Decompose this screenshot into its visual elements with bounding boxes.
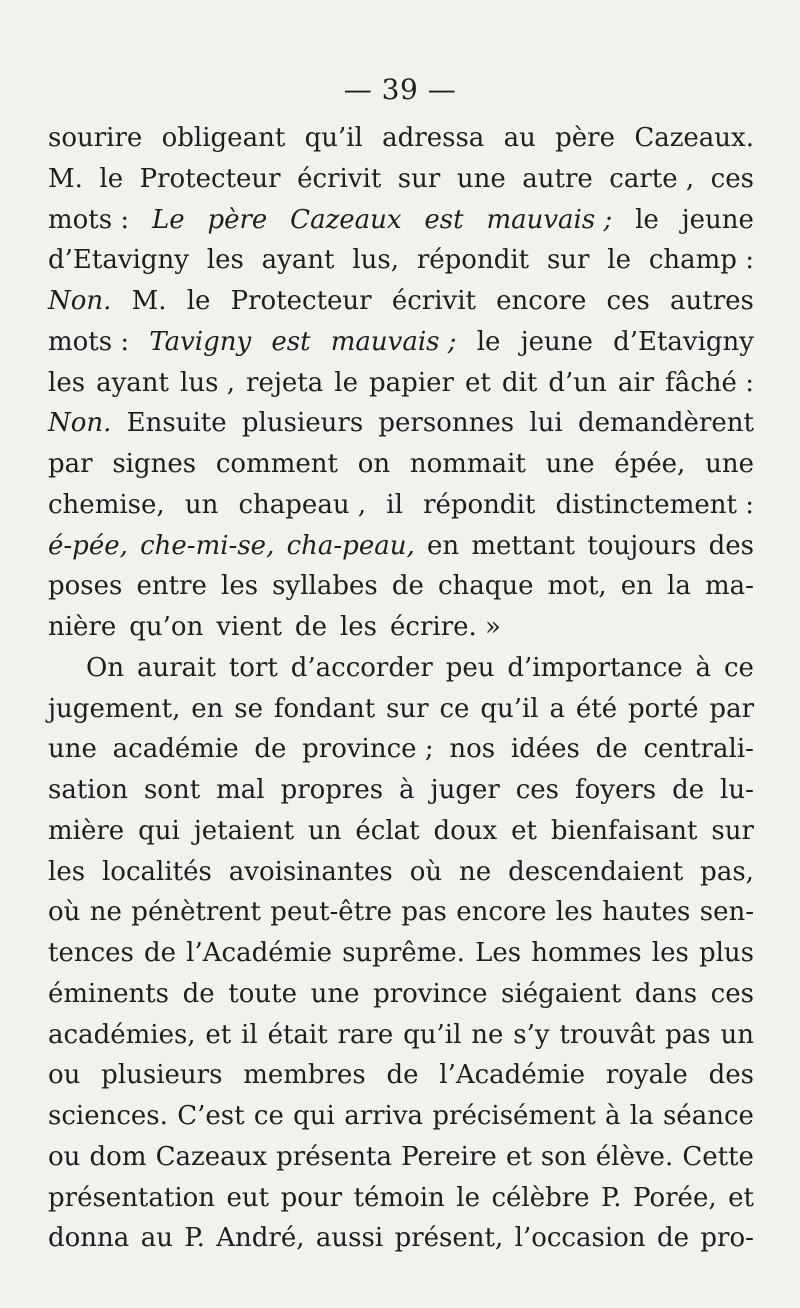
word: écrivit	[391, 286, 476, 316]
word: lus ,	[180, 367, 235, 398]
word: père	[207, 204, 268, 235]
text-line	[48, 363, 754, 404]
word: d’Etavigny	[613, 326, 754, 357]
word: plusieurs	[241, 408, 364, 439]
word: P.	[184, 1223, 205, 1254]
word: avoisinantes	[228, 856, 393, 887]
word: en	[191, 693, 224, 724]
word: bienfaisant	[550, 815, 698, 846]
word: é-pée,	[48, 530, 128, 561]
word: toute	[228, 978, 297, 1009]
word: le	[334, 367, 358, 398]
word: ce	[253, 1101, 284, 1131]
word: où	[48, 897, 81, 928]
word: le	[186, 286, 211, 316]
word: ces	[710, 163, 754, 194]
word: les	[555, 897, 593, 928]
word: suprême.	[342, 938, 465, 968]
word: province	[373, 978, 488, 1009]
word: pas	[401, 897, 447, 928]
word: ce	[723, 652, 754, 683]
text-line	[48, 1178, 754, 1219]
word: a	[549, 693, 565, 724]
word: plusieurs	[101, 1060, 223, 1091]
word: arriva	[344, 1101, 424, 1131]
word: propres	[280, 775, 384, 805]
word: foyers	[574, 775, 657, 805]
word: la	[667, 571, 691, 602]
word: trouvât	[559, 1019, 656, 1050]
word: qu’il	[480, 693, 539, 724]
word: M.	[131, 286, 167, 316]
word: d’accorder	[290, 652, 433, 683]
word: peu	[445, 652, 495, 683]
text-line	[48, 892, 754, 933]
word: royale	[605, 1060, 688, 1091]
word: Protecteur	[230, 286, 372, 316]
word: qui	[293, 1101, 335, 1131]
text-line	[48, 118, 754, 159]
word: les	[48, 856, 86, 887]
word: le	[99, 163, 124, 194]
word: jugement,	[48, 693, 181, 724]
word: de	[254, 734, 287, 765]
word: épée,	[614, 449, 686, 479]
word: par	[48, 449, 93, 479]
word: en	[426, 530, 460, 561]
word: de	[595, 734, 628, 765]
word: de	[144, 938, 177, 968]
word: sur	[397, 163, 441, 194]
word: de	[672, 775, 705, 805]
word: de	[386, 1060, 419, 1091]
word: une	[545, 449, 595, 479]
word: Tavigny	[149, 326, 252, 357]
word: et	[465, 367, 491, 398]
word: dom	[89, 1141, 147, 1172]
text-line	[48, 607, 754, 648]
word: été	[575, 693, 618, 724]
word: pro-	[700, 1223, 754, 1254]
word: le	[476, 326, 501, 357]
word: rare	[337, 1019, 394, 1050]
word: cha-peau,	[286, 530, 415, 561]
word: élève.	[595, 1141, 674, 1172]
word: Cazeaux.	[634, 123, 754, 153]
text-line	[48, 974, 754, 1015]
word: dans	[634, 978, 698, 1009]
word: ayant	[261, 245, 335, 276]
text-line	[48, 159, 754, 200]
word: membres	[243, 1060, 366, 1091]
text-line	[48, 811, 754, 852]
text-line	[48, 485, 754, 526]
word: ne	[89, 897, 122, 928]
word: Cette	[682, 1141, 754, 1172]
word: ne	[459, 856, 492, 887]
word: les	[339, 612, 377, 642]
word: qu’on	[129, 612, 204, 642]
word: Pereire	[401, 1141, 497, 1172]
word: adressa	[382, 123, 485, 153]
text-line	[48, 1137, 754, 1178]
word: au	[140, 1223, 173, 1254]
word: célèbre	[491, 1182, 590, 1213]
text-line	[48, 566, 754, 607]
word: se	[234, 693, 263, 724]
body-text	[48, 118, 754, 1259]
word: un	[184, 489, 219, 520]
word: ma-	[704, 571, 754, 602]
word: chapeau ,	[238, 489, 367, 520]
word: s’y	[513, 1019, 550, 1050]
word: le	[635, 204, 659, 235]
word: le	[607, 245, 631, 276]
word: des	[708, 1060, 754, 1091]
word: donna	[48, 1223, 130, 1254]
word: et	[505, 1141, 532, 1172]
word: distinctement :	[555, 489, 754, 520]
word: nos	[449, 734, 496, 765]
word: d’un	[548, 367, 607, 398]
word: sont	[143, 775, 201, 805]
word: jeune	[520, 326, 593, 357]
word: la	[629, 1101, 654, 1131]
word: poses	[48, 571, 123, 602]
page-number: — 39 —	[343, 73, 457, 106]
word: Protecteur	[139, 163, 281, 194]
word: sur	[711, 815, 754, 846]
word: académie	[112, 734, 239, 765]
word: Cazeaux	[290, 204, 402, 235]
word: encore	[456, 897, 547, 928]
word: lui	[529, 408, 563, 439]
word: aurait	[136, 652, 216, 683]
word: qu’il	[304, 123, 363, 153]
word: autres	[670, 286, 754, 316]
word: était	[267, 1019, 328, 1050]
word: écrivit	[297, 163, 382, 194]
text-line	[48, 444, 754, 485]
word: académies,	[48, 1019, 196, 1050]
word: l’Académie	[439, 1060, 586, 1091]
word: répondit	[416, 245, 530, 276]
word: éclat	[355, 815, 420, 846]
word: sciences.	[48, 1101, 168, 1131]
word: sourire	[48, 123, 143, 153]
word: papier	[369, 367, 454, 398]
word: séance	[662, 1101, 754, 1131]
word: présentation	[48, 1182, 216, 1213]
word: qu’il	[403, 1019, 462, 1050]
word: l’occasion	[514, 1223, 646, 1254]
word: fondant	[273, 693, 376, 724]
word: une	[310, 978, 360, 1009]
word: sur	[386, 693, 429, 724]
word: pénètrent	[131, 897, 261, 928]
text-line	[48, 240, 754, 281]
word: de	[182, 978, 215, 1009]
text-line	[48, 689, 754, 730]
text-line	[48, 1096, 754, 1137]
word: juger	[430, 775, 500, 805]
word: est	[271, 326, 311, 357]
word: porté	[627, 693, 699, 724]
word: centrali-	[643, 734, 754, 765]
word: Ensuite	[126, 408, 227, 439]
text-line	[48, 200, 754, 241]
word: André,	[216, 1223, 305, 1254]
word: signes	[112, 449, 197, 479]
word: éminents	[48, 978, 170, 1009]
word: lu-	[720, 775, 754, 805]
word: jeune	[681, 204, 754, 235]
word: syllabes	[272, 571, 378, 602]
word: ces	[710, 978, 754, 1009]
word: C’est	[177, 1101, 245, 1131]
word: qui	[138, 815, 180, 846]
word: le	[456, 1182, 480, 1213]
word: plus	[698, 938, 754, 968]
word: à	[605, 1101, 621, 1131]
text-line	[48, 1015, 754, 1056]
text-line	[48, 852, 754, 893]
text-line	[48, 1218, 754, 1259]
word: ne	[471, 1019, 504, 1050]
word: mauvais ;	[486, 204, 613, 235]
word: ayant	[96, 367, 169, 398]
word: mot,	[547, 571, 607, 602]
word: hautes	[602, 897, 691, 928]
word: toujours	[587, 530, 697, 561]
word: descendaient	[508, 856, 684, 887]
word: de	[391, 571, 424, 602]
word: tort	[228, 652, 278, 683]
word: une	[705, 449, 754, 479]
text-line	[48, 729, 754, 770]
word: jetaient	[193, 815, 295, 846]
word: ou	[48, 1141, 81, 1172]
word: Le	[151, 204, 185, 235]
word: à	[399, 775, 415, 805]
text-line	[48, 281, 754, 322]
word: air	[617, 367, 655, 398]
word: mauvais ;	[330, 326, 457, 357]
word: comment	[215, 449, 338, 479]
word: nommait	[409, 449, 526, 479]
word: écrire. »	[390, 612, 501, 642]
word: pour	[280, 1182, 343, 1213]
word: dit	[501, 367, 538, 398]
word: où	[409, 856, 443, 887]
word: eut	[226, 1182, 270, 1213]
word: Non.	[48, 286, 112, 316]
word: tences	[48, 938, 134, 968]
word: une	[456, 163, 506, 194]
word: localités	[101, 856, 212, 887]
word: chaque	[437, 571, 534, 602]
word: sur	[546, 245, 590, 276]
word: che-mi-se,	[140, 530, 275, 561]
word: siégaient	[501, 978, 622, 1009]
word: encore	[496, 286, 587, 316]
word: idées	[510, 734, 580, 765]
word: nière	[48, 612, 117, 642]
text-line	[48, 770, 754, 811]
word: mière	[48, 815, 125, 846]
word: il	[386, 489, 403, 520]
word: il	[241, 1019, 258, 1050]
word: en	[620, 571, 653, 602]
word: précisément	[432, 1101, 596, 1131]
word: ces	[515, 775, 560, 805]
word: les	[221, 571, 259, 602]
word: pas	[665, 1019, 711, 1050]
word: à	[695, 652, 712, 683]
text-line	[48, 933, 754, 974]
word: ce	[439, 693, 470, 724]
word: hommes	[531, 938, 642, 968]
word: peut-être	[270, 897, 392, 928]
word: champ :	[648, 245, 754, 276]
word: présenta	[276, 1141, 393, 1172]
word: Cazeaux	[155, 1141, 267, 1172]
word: et	[205, 1019, 232, 1050]
text-line	[48, 1055, 754, 1096]
word: demandèrent	[577, 408, 754, 439]
word: lus,	[352, 245, 400, 276]
word: Les	[475, 938, 522, 968]
word: mettant	[471, 530, 576, 561]
word: de	[656, 1223, 689, 1254]
word: d’Etavigny	[48, 245, 189, 276]
word: mots :	[48, 326, 130, 357]
word: obligeant	[161, 123, 286, 153]
word: présent,	[394, 1223, 504, 1254]
word: de	[294, 612, 327, 642]
word: les	[48, 367, 86, 398]
word: ces	[606, 286, 650, 316]
word: Porée,	[633, 1182, 717, 1213]
word: mots :	[48, 204, 130, 235]
word: un	[720, 1019, 754, 1050]
word: doux	[433, 815, 498, 846]
text-line	[48, 322, 754, 363]
word: son	[540, 1141, 587, 1172]
word: répondit	[423, 489, 536, 520]
word: Non.	[48, 408, 112, 439]
word: d’importance	[507, 652, 683, 683]
word: les	[206, 245, 244, 276]
word: est	[424, 204, 464, 235]
word: un	[307, 815, 342, 846]
text-line	[48, 526, 754, 567]
word: P.	[601, 1182, 622, 1213]
word: les	[651, 938, 689, 968]
word: fâché :	[665, 367, 754, 398]
word: autre	[522, 163, 593, 194]
word: personnes	[378, 408, 515, 439]
word: au	[503, 123, 536, 153]
word: On	[86, 652, 125, 683]
word: sen-	[699, 897, 754, 928]
word: une	[48, 734, 97, 765]
word: sation	[48, 775, 129, 805]
word: on	[357, 449, 391, 479]
word: et	[511, 815, 537, 846]
word: ou	[48, 1060, 81, 1091]
word: vient	[216, 612, 282, 642]
word: pas,	[700, 856, 754, 887]
text-line	[48, 648, 754, 689]
word: et	[728, 1182, 754, 1213]
word: mal	[216, 775, 265, 805]
word: M.	[48, 163, 83, 194]
word: l’Académie	[186, 938, 332, 968]
word: rejeta	[246, 367, 324, 398]
word: carte ,	[609, 163, 695, 194]
text-line	[48, 403, 754, 444]
word: aussi	[315, 1223, 384, 1254]
word: entre	[136, 571, 207, 602]
word: province ;	[302, 734, 434, 765]
word: chemise,	[48, 489, 165, 520]
word: père	[555, 123, 616, 153]
word: par	[709, 693, 754, 724]
word: des	[708, 530, 754, 561]
word: témoin	[353, 1182, 445, 1213]
